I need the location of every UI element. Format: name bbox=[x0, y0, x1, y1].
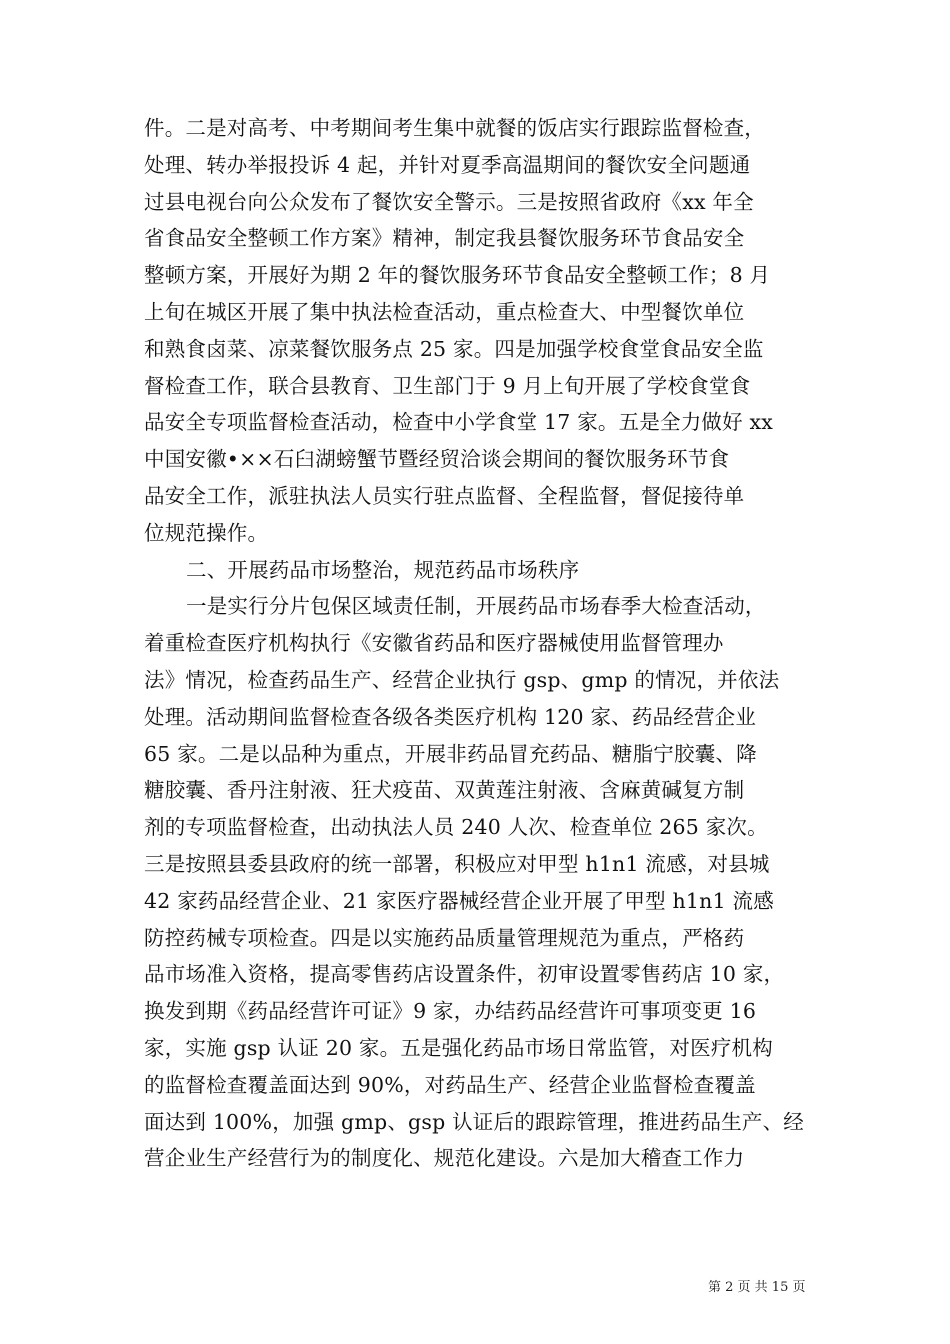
text-line: 一是实行分片包保区域责任制，开展药品市场春季大检查活动， bbox=[186, 594, 766, 619]
text-line: 和熟食卤菜、凉菜餐饮服务点 25 家。四是加强学校食堂食品安全监 bbox=[144, 336, 764, 361]
text-line: 省食品安全整顿工作方案》精神，制定我县餐饮服务环节食品安全 bbox=[144, 226, 745, 251]
page-number-footer: 第 2 页 共 15 页 bbox=[708, 1280, 806, 1295]
text-line: 剂的专项监督检查，出动执法人员 240 人次、检查单位 265 家次。 bbox=[144, 815, 768, 840]
text-line: 三是按照县委县政府的统一部署，积极应对甲型 h1n1 流感，对县城 bbox=[144, 851, 770, 876]
text-line: 品安全工作，派驻执法人员实行驻点监督、全程监督，督促接待单 bbox=[144, 483, 745, 508]
text-line: 42 家药品经营企业、21 家医疗器械经营企业开展了甲型 h1n1 流感 bbox=[144, 888, 774, 913]
text-line: 二、开展药品市场整治，规范药品市场秩序 bbox=[186, 557, 580, 582]
text-line: 位规范操作。 bbox=[144, 520, 269, 545]
text-line: 糖胶囊、香丹注射液、狂犬疫苗、双黄莲注射液、含麻黄碱复方制 bbox=[144, 778, 745, 803]
text-line: 处理、转办举报投诉 4 起，并针对夏季高温期间的餐饮安全问题通 bbox=[144, 152, 751, 177]
text-line: 65 家。二是以品种为重点，开展非药品冒充药品、糖脂宁胶囊、降 bbox=[144, 741, 757, 766]
text-line: 品安全专项监督检查活动，检查中小学食堂 17 家。五是全力做好 xx bbox=[144, 410, 774, 435]
text-line: 中国安徽•××石臼湖螃蟹节暨经贸洽谈会期间的餐饮服务环节食 bbox=[144, 447, 730, 472]
text-line: 件。二是对高考、中考期间考生集中就餐的饭店实行跟踪监督检查， bbox=[144, 116, 765, 140]
text-line: 换发到期《药品经营许可证》9 家，办结药品经营许可事项变更 16 bbox=[144, 999, 757, 1024]
text-line: 家，实施 gsp 认证 20 家。五是强化药品市场日常监管，对医疗机构 bbox=[144, 1035, 773, 1060]
text-line: 法》情况，检查药品生产、经营企业执行 gsp、gmp 的情况，并依法 bbox=[144, 667, 780, 692]
text-line: 处理。活动期间监督检查各级各类医疗机构 120 家、药品经营企业 bbox=[144, 704, 757, 729]
body-text bbox=[144, 110, 809, 1177]
text-line: 上旬在城区开展了集中执法检查活动，重点检查大、中型餐饮单位 bbox=[144, 299, 745, 324]
text-line: 着重检查医疗机构执行《安徽省药品和医疗器械使用监督管理办 bbox=[144, 631, 724, 656]
text-line: 督检查工作，联合县教育、卫生部门于 9 月上旬开展了学校食堂食 bbox=[144, 373, 751, 398]
text-line: 过县电视台向公众发布了餐饮安全警示。三是按照省政府《xx 年全 bbox=[144, 189, 754, 214]
text-line: 营企业生产经营行为的制度化、规范化建设。六是加大稽查工作力 bbox=[144, 1146, 745, 1171]
text-line: 防控药械专项检查。四是以实施药品质量管理规范为重点，严格药 bbox=[144, 925, 745, 950]
text-line: 品市场准入资格，提高零售药店设置条件，初审设置零售药店 10 家， bbox=[144, 962, 785, 987]
text-line: 的监督检查覆盖面达到 90%，对药品生产、经营企业监督检查覆盖 bbox=[144, 1072, 756, 1097]
text-line: 面达到 100%，加强 gmp、gsp 认证后的跟踪管理，推进药品生产、经 bbox=[144, 1109, 805, 1134]
text-line: 整顿方案，开展好为期 2 年的餐饮服务环节食品安全整顿工作；8 月 bbox=[144, 263, 771, 288]
